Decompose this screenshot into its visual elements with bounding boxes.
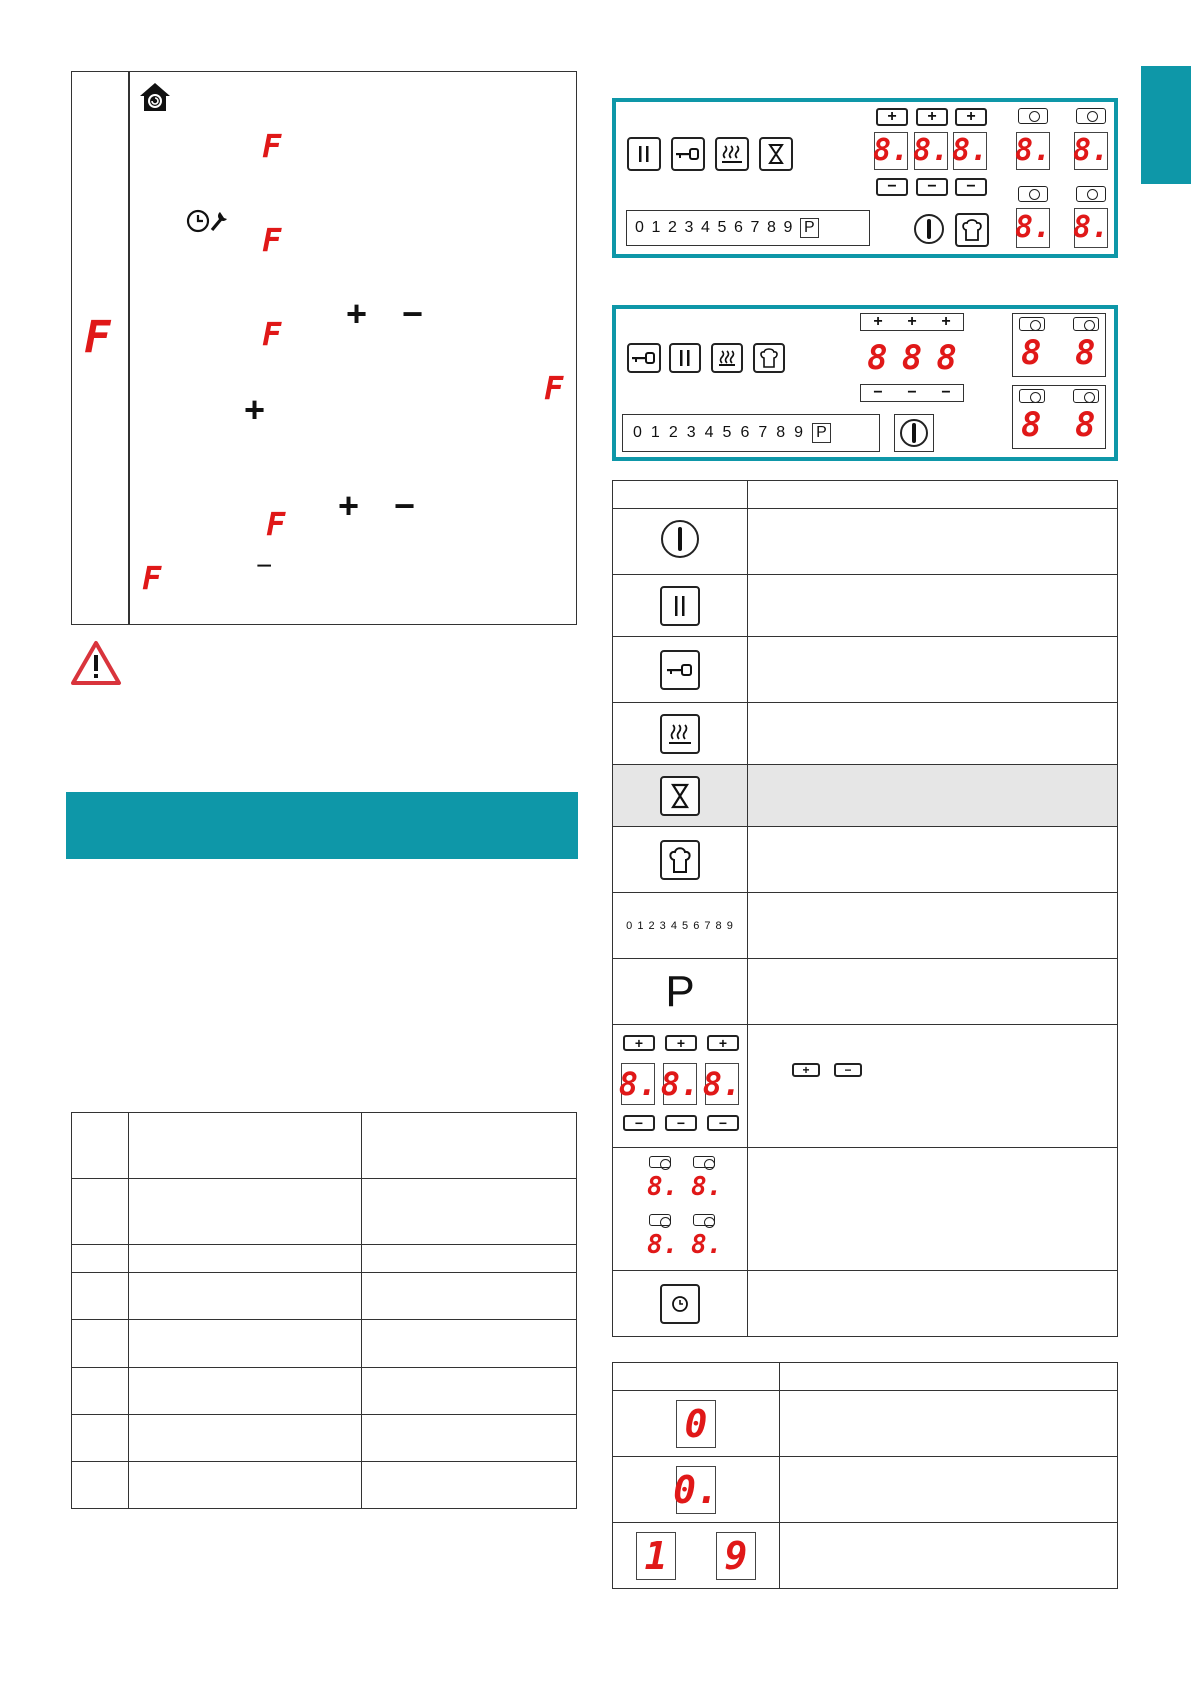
scale-3: 3 (684, 219, 694, 236)
plus-icon: + (244, 389, 266, 430)
language-tab (1141, 66, 1191, 184)
power-on-icon (660, 519, 700, 559)
power-on-icon (899, 418, 929, 448)
plus-button-zone-1[interactable]: + (876, 108, 908, 126)
lock-key[interactable] (627, 343, 661, 373)
step-symbol-f: F (262, 127, 282, 165)
plus-button: + (665, 1035, 697, 1051)
chef-hat-icon (759, 347, 779, 369)
plus-button: + (623, 1035, 655, 1051)
hourglass-icon (768, 143, 784, 165)
timer-button-2[interactable] (1073, 317, 1099, 331)
row-symbol-f: F (84, 312, 111, 363)
home-icon (138, 80, 172, 114)
left-instruction-table (71, 71, 577, 625)
timer-group-bottom-b (1012, 385, 1106, 449)
scale-6: 6 (734, 219, 743, 236)
plus-button: + (707, 1035, 739, 1051)
step-symbol-f: F (262, 315, 282, 353)
scale-1: 1 (651, 219, 661, 236)
pause-icon (677, 349, 693, 367)
timer-display-2: 8 (1075, 333, 1096, 373)
minus-button: − (623, 1115, 655, 1131)
timer-button-1[interactable] (1018, 108, 1048, 124)
zone-displays-b (860, 338, 964, 378)
sym-power (613, 509, 748, 575)
warm-icon (721, 144, 743, 164)
chef-key[interactable] (753, 343, 785, 373)
minus-icon: − (256, 550, 273, 581)
warm-icon (668, 723, 692, 745)
timer-display-2: 8. (1072, 133, 1110, 168)
timer-button-4[interactable] (1073, 389, 1099, 403)
step-symbol-f: F (142, 559, 162, 597)
sym-timer-display: 8. 8. 8. 8. (613, 1148, 748, 1271)
display-one: 1 (636, 1532, 676, 1580)
symbol-table (612, 480, 1118, 1337)
scale-5: 5 (717, 219, 727, 236)
hourglass-icon (671, 783, 689, 809)
power-slider-a[interactable] (626, 210, 870, 246)
chef-hat-icon (961, 218, 983, 242)
key-icon (631, 351, 657, 365)
power-slider-b[interactable] (622, 414, 880, 452)
lower-left-table (71, 1112, 577, 1509)
timer-display-4: 8 (1075, 405, 1096, 445)
timer-group-top-b (1012, 313, 1106, 377)
chef-hat-icon (668, 846, 692, 874)
sym-chef (660, 840, 700, 880)
warning-icon (70, 640, 122, 686)
scale-6: 6 (740, 424, 750, 441)
step-symbol-f: F (262, 221, 282, 259)
scale-4: 4 (704, 424, 714, 441)
timer-display-3: 8. (1016, 208, 1050, 248)
plus-button-zone-2[interactable]: + (916, 108, 948, 126)
pause-icon (672, 595, 688, 617)
inline-plus-icon: + (792, 1063, 820, 1077)
scale-9: 9 (783, 219, 793, 236)
clock-icon (671, 1295, 689, 1313)
step-symbol-f: F (544, 369, 564, 407)
scale-2: 2 (668, 424, 678, 441)
key-icon (675, 147, 701, 161)
scale-8: 8 (776, 424, 786, 441)
minus-button: − (665, 1115, 697, 1131)
scale-9: 9 (794, 424, 804, 441)
sym-p-key: P (613, 959, 748, 1025)
sym-timer-button (660, 1284, 700, 1324)
pause-key[interactable] (627, 137, 661, 171)
scale-7: 7 (758, 424, 768, 441)
timer-display-1: 8 (1021, 333, 1042, 373)
timer-display-1: 8. (1014, 133, 1052, 168)
sym-zone-display: + + + 8. 8. 8. − − − (613, 1025, 748, 1148)
zone-display-3: 8 (936, 338, 957, 378)
scale-0: 0 (635, 219, 644, 236)
plus-button-zone-3[interactable]: + (955, 108, 987, 126)
chef-key[interactable] (955, 213, 989, 247)
section-heading-bar (66, 792, 578, 859)
pause-key[interactable] (669, 343, 701, 373)
zone-display-2: 8. (912, 133, 950, 168)
scale-5: 5 (722, 424, 732, 441)
p-key[interactable]: P (812, 423, 831, 443)
zone-display-3: 8. (951, 133, 989, 168)
timer-button-4[interactable] (1076, 186, 1106, 202)
key-icon (666, 663, 694, 677)
scale-3: 3 (686, 424, 696, 441)
timer-button-3[interactable] (1018, 186, 1048, 202)
display-table (612, 1362, 1118, 1589)
timer-display-4: 8. (1074, 208, 1108, 248)
sym-pause (660, 586, 700, 626)
keep-warm-key[interactable] (711, 343, 743, 373)
zone-display-1: 8. (872, 133, 910, 168)
sym-keep-warm (660, 714, 700, 754)
minus-button: − (707, 1115, 739, 1131)
power-key-frame[interactable] (894, 414, 934, 452)
minus-bar-b (860, 384, 964, 402)
lock-key[interactable] (671, 137, 705, 171)
timer-key[interactable] (759, 137, 793, 171)
scale-1: 1 (650, 424, 660, 441)
p-key[interactable]: P (800, 218, 819, 238)
minus-button-zone-3[interactable]: − (941, 384, 951, 401)
minus-button-zone-1[interactable]: − (873, 384, 883, 401)
minus-button-zone-1[interactable]: − (876, 178, 908, 196)
minus-icon: − (394, 485, 416, 526)
display-zero: 0 (676, 1400, 716, 1448)
display-zero-dot: 0. (673, 1467, 719, 1512)
timer-button-3[interactable] (1019, 389, 1045, 403)
keep-warm-key[interactable] (715, 137, 749, 171)
warm-icon (718, 349, 736, 367)
zone-display-1: 8 (867, 338, 888, 378)
scale-7: 7 (750, 219, 760, 236)
power-on-icon[interactable] (913, 213, 945, 245)
clock-wrench-icon (186, 208, 232, 234)
sym-scale: 0 1 2 3 4 5 6 7 8 9 (613, 893, 748, 959)
plus-button-zone-1[interactable]: + (873, 313, 883, 330)
plus-bar-b (860, 313, 964, 331)
zone-display-2: 8 (901, 338, 923, 378)
display-nine: 9 (716, 1532, 756, 1580)
timer-display-3: 8 (1021, 405, 1042, 445)
minus-icon: − (402, 293, 424, 334)
left-table-divider (128, 71, 130, 625)
inline-minus-icon: − (834, 1063, 862, 1077)
scale-4: 4 (701, 219, 710, 236)
step-symbol-f: F (266, 505, 286, 543)
scale-8: 8 (767, 219, 776, 236)
minus-button-zone-3[interactable]: − (955, 178, 987, 196)
sym-timer (660, 776, 700, 816)
plus-button-zone-3[interactable]: + (941, 313, 951, 330)
timer-button-2[interactable] (1076, 108, 1106, 124)
scale-0: 0 (633, 424, 642, 441)
timer-button-1[interactable] (1019, 317, 1045, 331)
plus-icon: + (338, 485, 360, 526)
sym-lock (660, 650, 700, 690)
minus-button-zone-2[interactable]: − (907, 384, 917, 401)
pause-icon (636, 145, 652, 163)
plus-icon: + (346, 293, 368, 334)
scale-2: 2 (668, 219, 677, 236)
minus-button-zone-2[interactable]: − (916, 178, 948, 196)
plus-button-zone-2[interactable]: + (907, 313, 917, 330)
